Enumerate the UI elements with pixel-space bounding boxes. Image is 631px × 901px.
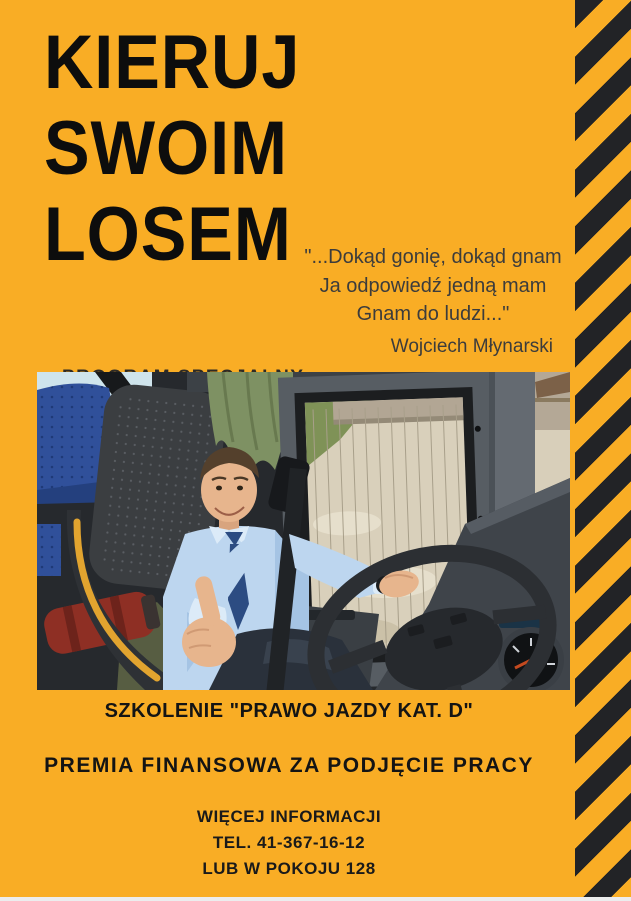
quote-line-3: Gnam do ludzi..." bbox=[356, 303, 510, 325]
title-line-2: SWOIM bbox=[44, 106, 288, 191]
quote-line-2: Ja odpowiedź jedną mam bbox=[319, 274, 547, 297]
training-headline: SZKOLENIE "PRAWO JAZDY KAT. D" bbox=[104, 700, 474, 722]
contact-more-info: WIĘCEJ INFORMACJI bbox=[196, 807, 382, 826]
poster-title bbox=[44, 20, 300, 278]
contact-block bbox=[0, 804, 578, 882]
quote-attribution: Wojciech Młynarski bbox=[390, 335, 553, 357]
bonus-headline: PREMIA FINANSOWA ZA PODJĘCIE PRACY bbox=[44, 754, 534, 777]
quote-block bbox=[293, 243, 573, 361]
page-bottom-strip bbox=[0, 897, 631, 901]
hazard-stripes bbox=[575, 0, 631, 897]
title-line-3: LOSEM bbox=[44, 192, 292, 277]
title-line-1: KIERUJ bbox=[44, 20, 301, 105]
quote-line-1: "...Dokąd gonię, dokąd gnam bbox=[304, 246, 562, 268]
contact-room: LUB W POKOJU 128 bbox=[202, 859, 376, 878]
driver-photo bbox=[37, 372, 570, 690]
contact-phone: TEL. 41-367-16-12 bbox=[212, 833, 366, 852]
